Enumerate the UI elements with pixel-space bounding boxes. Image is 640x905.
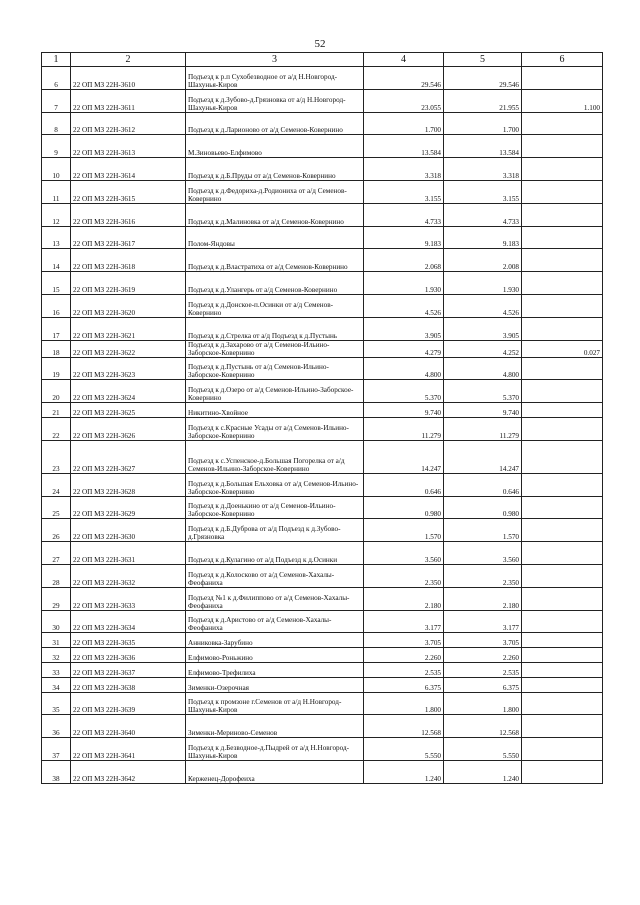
table-row: [42, 135, 603, 158]
table-row: [42, 542, 603, 565]
length-paved-cell: 0.646: [444, 473, 522, 496]
table-row: [42, 692, 603, 715]
table-row: [42, 403, 603, 418]
length-total-cell: 4.800: [364, 357, 444, 380]
length-other-cell: [522, 610, 603, 633]
row-number-cell: 25: [42, 496, 71, 519]
road-code-cell: 22 ОП МЗ 22Н-3640: [71, 715, 186, 738]
road-name-cell: Подъезд к д.Донское-п.Осинки от а/д Семенов-Ковернино: [186, 294, 364, 317]
length-total-cell: 5.550: [364, 738, 444, 761]
roads-registry-table: [41, 52, 603, 784]
row-number-cell: 6: [42, 67, 71, 90]
table-row: [42, 648, 603, 663]
length-total-cell: 23.055: [364, 89, 444, 112]
length-paved-cell: 1.930: [444, 272, 522, 295]
row-number-cell: 22: [42, 417, 71, 440]
length-paved-cell: 3.905: [444, 317, 522, 340]
length-other-cell: [522, 760, 603, 783]
row-number-cell: 16: [42, 294, 71, 317]
column-header: 6: [522, 53, 603, 67]
length-paved-cell: 11.279: [444, 417, 522, 440]
row-number-cell: 18: [42, 340, 71, 357]
length-total-cell: 1.930: [364, 272, 444, 295]
road-name-cell: Подъезд к д.Б.Дуброва от а/д Подъезд к д.Зубово-д.Грязновка: [186, 519, 364, 542]
column-header: 4: [364, 53, 444, 67]
road-code-cell: 22 ОП МЗ 22Н-3625: [71, 403, 186, 418]
road-name-cell: Подъезд к д.Безводное-д.Пыдрей от а/д Н.Новгород-Шахунья-Киров: [186, 738, 364, 761]
road-code-cell: 22 ОП МЗ 22Н-3620: [71, 294, 186, 317]
length-total-cell: 6.375: [364, 677, 444, 692]
table-row: [42, 662, 603, 677]
length-total-cell: 3.560: [364, 542, 444, 565]
row-number-cell: 35: [42, 692, 71, 715]
length-total-cell: 9.740: [364, 403, 444, 418]
length-paved-cell: 5.370: [444, 380, 522, 403]
road-name-cell: Подъезд к д.Кулагино от а/д Подъезд к д.Осинки: [186, 542, 364, 565]
row-number-cell: 13: [42, 226, 71, 249]
road-code-cell: 22 ОП МЗ 22Н-3638: [71, 677, 186, 692]
length-total-cell: 1.240: [364, 760, 444, 783]
table-row: [42, 633, 603, 648]
length-other-cell: [522, 67, 603, 90]
row-number-cell: 14: [42, 249, 71, 272]
road-name-cell: Елфимово-Роньжино: [186, 648, 364, 663]
row-number-cell: 24: [42, 473, 71, 496]
road-name-cell: Подъезд к с.Успенское-д.Большая Погорелка от а/д Семенов-Ильино-Заборское-Ковернино: [186, 440, 364, 473]
row-number-cell: 21: [42, 403, 71, 418]
column-header: 2: [71, 53, 186, 67]
road-name-cell: Подъезд к промзоне г.Семенов от а/д Н.Новгород-Шахунья-Киров: [186, 692, 364, 715]
row-number-cell: 20: [42, 380, 71, 403]
road-code-cell: 22 ОП МЗ 22Н-3610: [71, 67, 186, 90]
road-name-cell: Подъезд к д.Зубово-д.Грязновка от а/д Н.Новгород-Шахунья-Киров: [186, 89, 364, 112]
length-total-cell: 13.584: [364, 135, 444, 158]
length-paved-cell: 1.240: [444, 760, 522, 783]
length-paved-cell: 4.733: [444, 203, 522, 226]
length-paved-cell: 4.800: [444, 357, 522, 380]
road-code-cell: 22 ОП МЗ 22Н-3624: [71, 380, 186, 403]
length-total-cell: 2.068: [364, 249, 444, 272]
row-number-cell: 37: [42, 738, 71, 761]
table-row: [42, 417, 603, 440]
length-paved-cell: 3.177: [444, 610, 522, 633]
row-number-cell: 7: [42, 89, 71, 112]
table-row: [42, 180, 603, 203]
row-number-cell: 19: [42, 357, 71, 380]
length-paved-cell: 14.247: [444, 440, 522, 473]
length-total-cell: 5.370: [364, 380, 444, 403]
length-other-cell: [522, 417, 603, 440]
road-name-cell: Зименки-Мериново-Семенов: [186, 715, 364, 738]
road-name-cell: Керженец-Дорофеиха: [186, 760, 364, 783]
table-row: [42, 112, 603, 135]
header-row: [42, 53, 603, 67]
length-total-cell: 11.279: [364, 417, 444, 440]
table-row: [42, 496, 603, 519]
row-number-cell: 17: [42, 317, 71, 340]
length-paved-cell: 3.560: [444, 542, 522, 565]
length-total-cell: 1.700: [364, 112, 444, 135]
length-other-cell: [522, 633, 603, 648]
road-name-cell: Елфимово-Трефилиха: [186, 662, 364, 677]
row-number-cell: 15: [42, 272, 71, 295]
road-name-cell: Анниковка-Зарубино: [186, 633, 364, 648]
length-total-cell: 3.155: [364, 180, 444, 203]
road-name-cell: Подъезд к д.Ларионово от а/д Семенов-Ковернино: [186, 112, 364, 135]
row-number-cell: 30: [42, 610, 71, 633]
length-total-cell: 2.350: [364, 564, 444, 587]
table-row: [42, 610, 603, 633]
table-row: [42, 715, 603, 738]
length-other-cell: [522, 380, 603, 403]
length-paved-cell: 9.740: [444, 403, 522, 418]
length-paved-cell: 6.375: [444, 677, 522, 692]
length-other-cell: [522, 317, 603, 340]
table-row: [42, 158, 603, 181]
row-number-cell: 12: [42, 203, 71, 226]
row-number-cell: 23: [42, 440, 71, 473]
row-number-cell: 10: [42, 158, 71, 181]
road-name-cell: Подъезд к д.Доенькино от а/д Семенов-Ильино-Заборское-Ковернино: [186, 496, 364, 519]
length-paved-cell: 2.260: [444, 648, 522, 663]
length-other-cell: [522, 519, 603, 542]
length-total-cell: 4.279: [364, 340, 444, 357]
table-row: [42, 203, 603, 226]
length-paved-cell: 12.568: [444, 715, 522, 738]
road-name-cell: Подъезд к д.Б.Пруды от а/д Семенов-Ковернино: [186, 158, 364, 181]
length-other-cell: [522, 648, 603, 663]
page-number: 52: [314, 38, 326, 50]
table-row: [42, 380, 603, 403]
length-total-cell: 0.646: [364, 473, 444, 496]
length-other-cell: [522, 440, 603, 473]
road-name-cell: Подъезд к д.Федориха-д.Родиониха от а/д Семенов-Ковернино: [186, 180, 364, 203]
length-paved-cell: 2.535: [444, 662, 522, 677]
column-header: 1: [42, 53, 71, 67]
length-other-cell: [522, 542, 603, 565]
length-total-cell: 1.570: [364, 519, 444, 542]
length-paved-cell: 1.700: [444, 112, 522, 135]
length-other-cell: [522, 473, 603, 496]
length-other-cell: [522, 135, 603, 158]
length-other-cell: [522, 692, 603, 715]
road-name-cell: Зименки-Озерочная: [186, 677, 364, 692]
road-name-cell: Подъезд к д.Колосково от а/д Семенов-Хахалы-Феофаниха: [186, 564, 364, 587]
road-code-cell: 22 ОП МЗ 22Н-3614: [71, 158, 186, 181]
road-code-cell: 22 ОП МЗ 22Н-3631: [71, 542, 186, 565]
row-number-cell: 33: [42, 662, 71, 677]
length-other-cell: [522, 564, 603, 587]
road-code-cell: 22 ОП МЗ 22Н-3633: [71, 587, 186, 610]
road-code-cell: 22 ОП МЗ 22Н-3635: [71, 633, 186, 648]
table-row: [42, 738, 603, 761]
row-number-cell: 28: [42, 564, 71, 587]
length-other-cell: [522, 662, 603, 677]
length-total-cell: 1.800: [364, 692, 444, 715]
table-row: [42, 272, 603, 295]
road-code-cell: 22 ОП МЗ 22Н-3637: [71, 662, 186, 677]
road-code-cell: 22 ОП МЗ 22Н-3621: [71, 317, 186, 340]
length-paved-cell: 5.550: [444, 738, 522, 761]
length-paved-cell: 2.180: [444, 587, 522, 610]
road-code-cell: 22 ОП МЗ 22Н-3641: [71, 738, 186, 761]
table-row: [42, 760, 603, 783]
row-number-cell: 34: [42, 677, 71, 692]
table-row: [42, 473, 603, 496]
length-paved-cell: 13.584: [444, 135, 522, 158]
length-paved-cell: 4.526: [444, 294, 522, 317]
road-code-cell: 22 ОП МЗ 22Н-3623: [71, 357, 186, 380]
length-total-cell: 3.905: [364, 317, 444, 340]
row-number-cell: 31: [42, 633, 71, 648]
table-row: [42, 67, 603, 90]
table-row: [42, 249, 603, 272]
road-code-cell: 22 ОП МЗ 22Н-3617: [71, 226, 186, 249]
length-paved-cell: 0.980: [444, 496, 522, 519]
length-total-cell: 3.318: [364, 158, 444, 181]
length-total-cell: 3.705: [364, 633, 444, 648]
column-header: 5: [444, 53, 522, 67]
road-name-cell: Подъезд к д.Аристово от а/д Семенов-Хахалы-Феофаниха: [186, 610, 364, 633]
length-other-cell: [522, 158, 603, 181]
road-name-cell: Подъезд к д.Улангерь от а/д Семенов-Ковернино: [186, 272, 364, 295]
road-name-cell: Подъезд к р.п Сухобезводное от а/д Н.Новгород-Шахунья-Киров: [186, 67, 364, 90]
table-row: [42, 587, 603, 610]
table-row: [42, 440, 603, 473]
length-total-cell: 4.733: [364, 203, 444, 226]
length-paved-cell: 29.546: [444, 67, 522, 90]
road-code-cell: 22 ОП МЗ 22Н-3628: [71, 473, 186, 496]
length-other-cell: 1.100: [522, 89, 603, 112]
length-other-cell: [522, 203, 603, 226]
length-other-cell: [522, 294, 603, 317]
length-total-cell: 2.180: [364, 587, 444, 610]
road-code-cell: 22 ОП МЗ 22Н-3616: [71, 203, 186, 226]
table-body: [42, 67, 603, 784]
row-number-cell: 38: [42, 760, 71, 783]
road-name-cell: Подъезд к д.Захарово от а/д Семенов-Ильино-Заборское-Ковернино: [186, 340, 364, 357]
length-other-cell: [522, 403, 603, 418]
length-paved-cell: 3.705: [444, 633, 522, 648]
table-row: [42, 226, 603, 249]
table-row: [42, 564, 603, 587]
length-other-cell: [522, 226, 603, 249]
road-code-cell: 22 ОП МЗ 22Н-3622: [71, 340, 186, 357]
length-paved-cell: 3.155: [444, 180, 522, 203]
table-row: [42, 89, 603, 112]
length-total-cell: 9.183: [364, 226, 444, 249]
row-number-cell: 11: [42, 180, 71, 203]
table-row: [42, 519, 603, 542]
row-number-cell: 27: [42, 542, 71, 565]
column-header: 3: [186, 53, 364, 67]
table-row: [42, 357, 603, 380]
length-other-cell: [522, 677, 603, 692]
table-row: [42, 677, 603, 692]
length-paved-cell: 3.318: [444, 158, 522, 181]
road-code-cell: 22 ОП МЗ 22Н-3626: [71, 417, 186, 440]
row-number-cell: 26: [42, 519, 71, 542]
length-total-cell: 4.526: [364, 294, 444, 317]
row-number-cell: 29: [42, 587, 71, 610]
road-name-cell: Подъезд к д.Озеро от а/д Семенов-Ильино-Заборское-Ковернино: [186, 380, 364, 403]
length-other-cell: [522, 272, 603, 295]
road-code-cell: 22 ОП МЗ 22Н-3636: [71, 648, 186, 663]
row-number-cell: 9: [42, 135, 71, 158]
length-other-cell: [522, 587, 603, 610]
road-code-cell: 22 ОП МЗ 22Н-3612: [71, 112, 186, 135]
length-total-cell: 12.568: [364, 715, 444, 738]
row-number-cell: 36: [42, 715, 71, 738]
length-other-cell: [522, 180, 603, 203]
road-code-cell: 22 ОП МЗ 22Н-3629: [71, 496, 186, 519]
road-name-cell: М.Зиновьево-Елфимово: [186, 135, 364, 158]
road-code-cell: 22 ОП МЗ 22Н-3613: [71, 135, 186, 158]
length-paved-cell: 2.350: [444, 564, 522, 587]
length-paved-cell: 9.183: [444, 226, 522, 249]
row-number-cell: 8: [42, 112, 71, 135]
length-paved-cell: 1.570: [444, 519, 522, 542]
road-code-cell: 22 ОП МЗ 22Н-3615: [71, 180, 186, 203]
length-other-cell: [522, 738, 603, 761]
road-name-cell: Подъезд №1 к д.Филиппово от а/д Семенов-Хахалы-Феофаниха: [186, 587, 364, 610]
length-total-cell: 29.546: [364, 67, 444, 90]
length-other-cell: [522, 715, 603, 738]
length-other-cell: [522, 496, 603, 519]
road-code-cell: 22 ОП МЗ 22Н-3632: [71, 564, 186, 587]
road-name-cell: Подъезд к д.Малиновка от а/д Семенов-Ковернино: [186, 203, 364, 226]
length-paved-cell: 1.800: [444, 692, 522, 715]
road-name-cell: Полом-Яндовы: [186, 226, 364, 249]
road-name-cell: Подъезд к д.Пустынь от а/д Семенов-Ильино-Заборское-Ковернино: [186, 357, 364, 380]
road-code-cell: 22 ОП МЗ 22Н-3634: [71, 610, 186, 633]
road-name-cell: Никитино-Хвойное: [186, 403, 364, 418]
length-total-cell: 2.535: [364, 662, 444, 677]
length-total-cell: 14.247: [364, 440, 444, 473]
length-paved-cell: 4.252: [444, 340, 522, 357]
length-total-cell: 2.260: [364, 648, 444, 663]
length-paved-cell: 2.008: [444, 249, 522, 272]
length-paved-cell: 21.955: [444, 89, 522, 112]
road-name-cell: Подъезд к д.Властратиха от а/д Семенов-Ковернино: [186, 249, 364, 272]
road-code-cell: 22 ОП МЗ 22Н-3642: [71, 760, 186, 783]
road-code-cell: 22 ОП МЗ 22Н-3627: [71, 440, 186, 473]
table-row: [42, 294, 603, 317]
road-code-cell: 22 ОП МЗ 22Н-3630: [71, 519, 186, 542]
road-code-cell: 22 ОП МЗ 22Н-3618: [71, 249, 186, 272]
length-other-cell: 0.027: [522, 340, 603, 357]
road-name-cell: Подъезд к д.Стрелка от а/д Подъезд к д.Пустынь: [186, 317, 364, 340]
length-other-cell: [522, 357, 603, 380]
length-other-cell: [522, 249, 603, 272]
row-number-cell: 32: [42, 648, 71, 663]
table-row: [42, 317, 603, 340]
table-row: [42, 340, 603, 357]
length-other-cell: [522, 112, 603, 135]
road-code-cell: 22 ОП МЗ 22Н-3611: [71, 89, 186, 112]
length-total-cell: 3.177: [364, 610, 444, 633]
road-code-cell: 22 ОП МЗ 22Н-3619: [71, 272, 186, 295]
road-name-cell: Подъезд к с.Красные Усады от а/д Семенов-Ильино-Заборское-Ковернино: [186, 417, 364, 440]
length-total-cell: 0.980: [364, 496, 444, 519]
road-name-cell: Подъезд к д.Большая Ельховка от а/д Семенов-Ильино-Заборское-Ковернино: [186, 473, 364, 496]
road-code-cell: 22 ОП МЗ 22Н-3639: [71, 692, 186, 715]
